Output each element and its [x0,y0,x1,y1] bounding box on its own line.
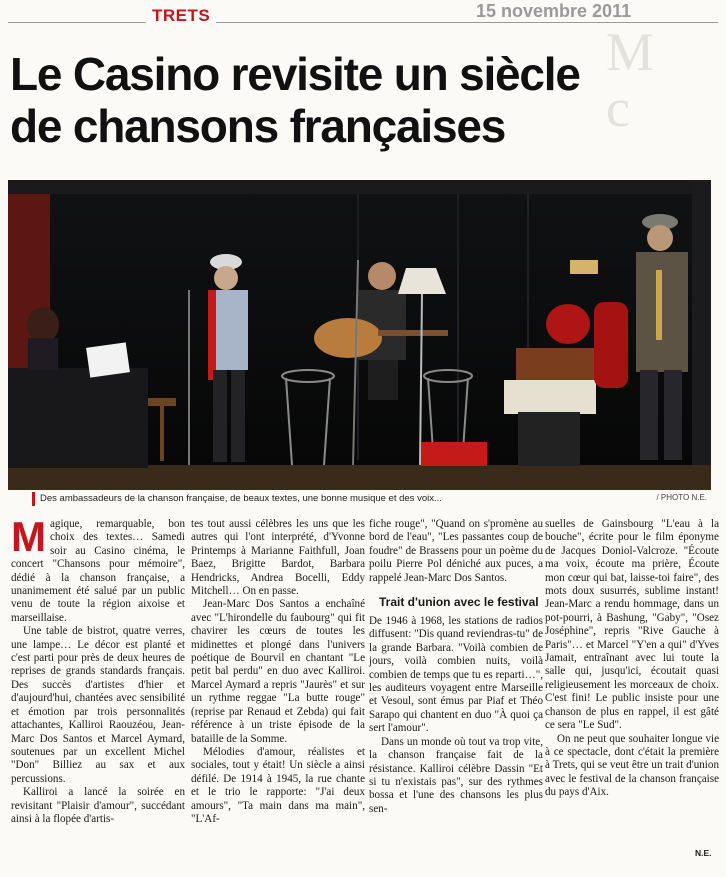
article-column-2 [191,518,365,826]
paragraph: Kalliroi a lancé la soirée en revisitant "Plaisir d'amour", succédant ainsi à la flopée d'artis- [11,786,185,825]
conga-2 [594,302,628,388]
paragraph: fiche rouge", "Quand on s'promène au bord de l'eau", "Les passantes coup de foudre" de Brassens pour un poème du poilu Pierre Pol déniché aux puces, a rappelé Jean-Marc Dos Santos. [369,518,543,584]
headline [10,48,650,152]
headline-line-1: Le Casino revisite un siècle [10,48,580,100]
paragraph: Mélodies d'amour, réalistes et sociales, tout y était! Un siècle a ainsi défilé. De 1914 à 1945, la rue chante et le trio le rapporte: "J'ai deux amours", "Ta main dans ma main", "L'Af- [191,745,365,825]
piano [8,368,148,468]
guitar [314,318,382,358]
background-bleed-through: M c [606,24,655,138]
subheading: Trait d'union avec le festival [379,595,539,610]
paragraph: Dans un monde où tout va trop vite, la chanson française fait de la résistance. Kalliroi célèbre Dassin "Et si tu n'existais pas", sur des rythmes bossa et l'une des chansons les plus sen- [369,735,543,815]
photo-credit: / PHOTO N.E. [656,493,707,502]
header-rule [8,22,718,23]
cajon [516,348,596,382]
conga-1 [546,304,590,344]
section-label: TRETS [146,6,216,26]
paragraph: De 1946 à 1968, les stations de radios diffusent: "Dis quand reviendras-tu" de la grande Barbara. "Voilà combien de jours, voilà combien nuits, voilà combien de temps que tu es reparti…", les auditeurs voyagent entre Marseille et Vesoul, sont émus par Piaf et Théo Sarapo qui chantent en duo "À quoi ça sert l'amour". [369,615,543,735]
stage-floor [8,465,711,490]
author-signature: N.E. [695,848,712,858]
photo-caption [8,492,711,508]
paragraph-text: agique, remarquable, bon choix des textes… Samedi soir au Casino cinéma, le concert "Chansons pour mémoire", dédié à la chanson française, a unanimement été salué par un public venu de toute la région aixoise et marseillaise. [11,518,185,624]
headline-line-2: de chansons françaises [10,100,506,152]
stage-illustration [8,180,711,490]
article-column-3 [369,518,543,816]
drop-cap: M [11,513,46,560]
paragraph: tes tout aussi célèbres les uns que les autres qui l'ont interprété, d'Yvonne Printemps à Marianne Faithfull, Joan Baez, Brigitte Bardot, Barbara Hendricks, Andrea Bocelli, Eddy Mitchell… On en passe. [191,518,365,598]
paragraph [11,513,185,625]
saxophone [656,270,662,340]
concert-photo [8,180,711,490]
paragraph: suelles de Gainsbourg "L'eau à la bouche", écrite pour le film éponyme de Jacques Doniol-Valcroze. "Écoute ma voix, écoute ma prière, Écoute mon cœur qui bat, laisse-toi faire", des mots doux susurrés, sublime instant! Jean-Marc a rendu hommage, dans un pot-pourri, à Bashung, "Gaby", "Osez Joséphine", repris "Rive Gauche à Paris"… et Marcel "Y'en a qui" d'Yves Jamait, entraînant avec lui toute la salle qui, jusqu'ici, écoutait quasi religieusement les morceaux de choix. C'est fini! Le public insiste pour une chanson de plus en rappel, il est gâté ce sera "Le Sud". [545,518,719,732]
paragraph: Une table de bistrot, quatre verres, une lampe… Le décor est planté et c'est parti pour près de deux heures de reprises de grands standards français. Des succès d'artistes d'hier et d'aujourd'hui, chantées avec sensibilité et émotion par trois personnalités attachantes, Kalliroi Raouzéou, Jean-Marc Dos Santos et Marcel Aymard, soutenues par un excellent Michel "Don" Billiez au sax et aux percussions. [11,625,185,785]
caption-text: Des ambassadeurs de la chanson française, de beaux textes, une bonne musique et des voix... [40,493,442,504]
paragraph: On ne peut que souhaiter longue vie à ce spectacle, dont c'était la première à Trets, qui se veut être un trait d'union avec le festival de la chanson française du pays d'Aix. [545,732,719,799]
caption-marker [32,492,35,506]
publication-date: 15 novembre 2011 [470,1,637,22]
music-sheet [86,342,130,377]
article-column-1 [11,513,185,826]
paragraph: Jean-Marc Dos Santos a enchaîné avec "L'hirondelle du faubourg" qui fit chavirer les cœurs de toutes les midinettes et plongé dans l'univers poétique de Bourvil en chantant "Le petit bal perdu" en duo avec Kalliroi. Marcel Aymard a repris "Jaurès" et sur un rythme reggae "La butte rouge" (reprise par Renaud et Zebda) qui fait référence à un triste épisode de la bataille de la Somme. [191,598,365,745]
article-column-4 [545,518,719,800]
